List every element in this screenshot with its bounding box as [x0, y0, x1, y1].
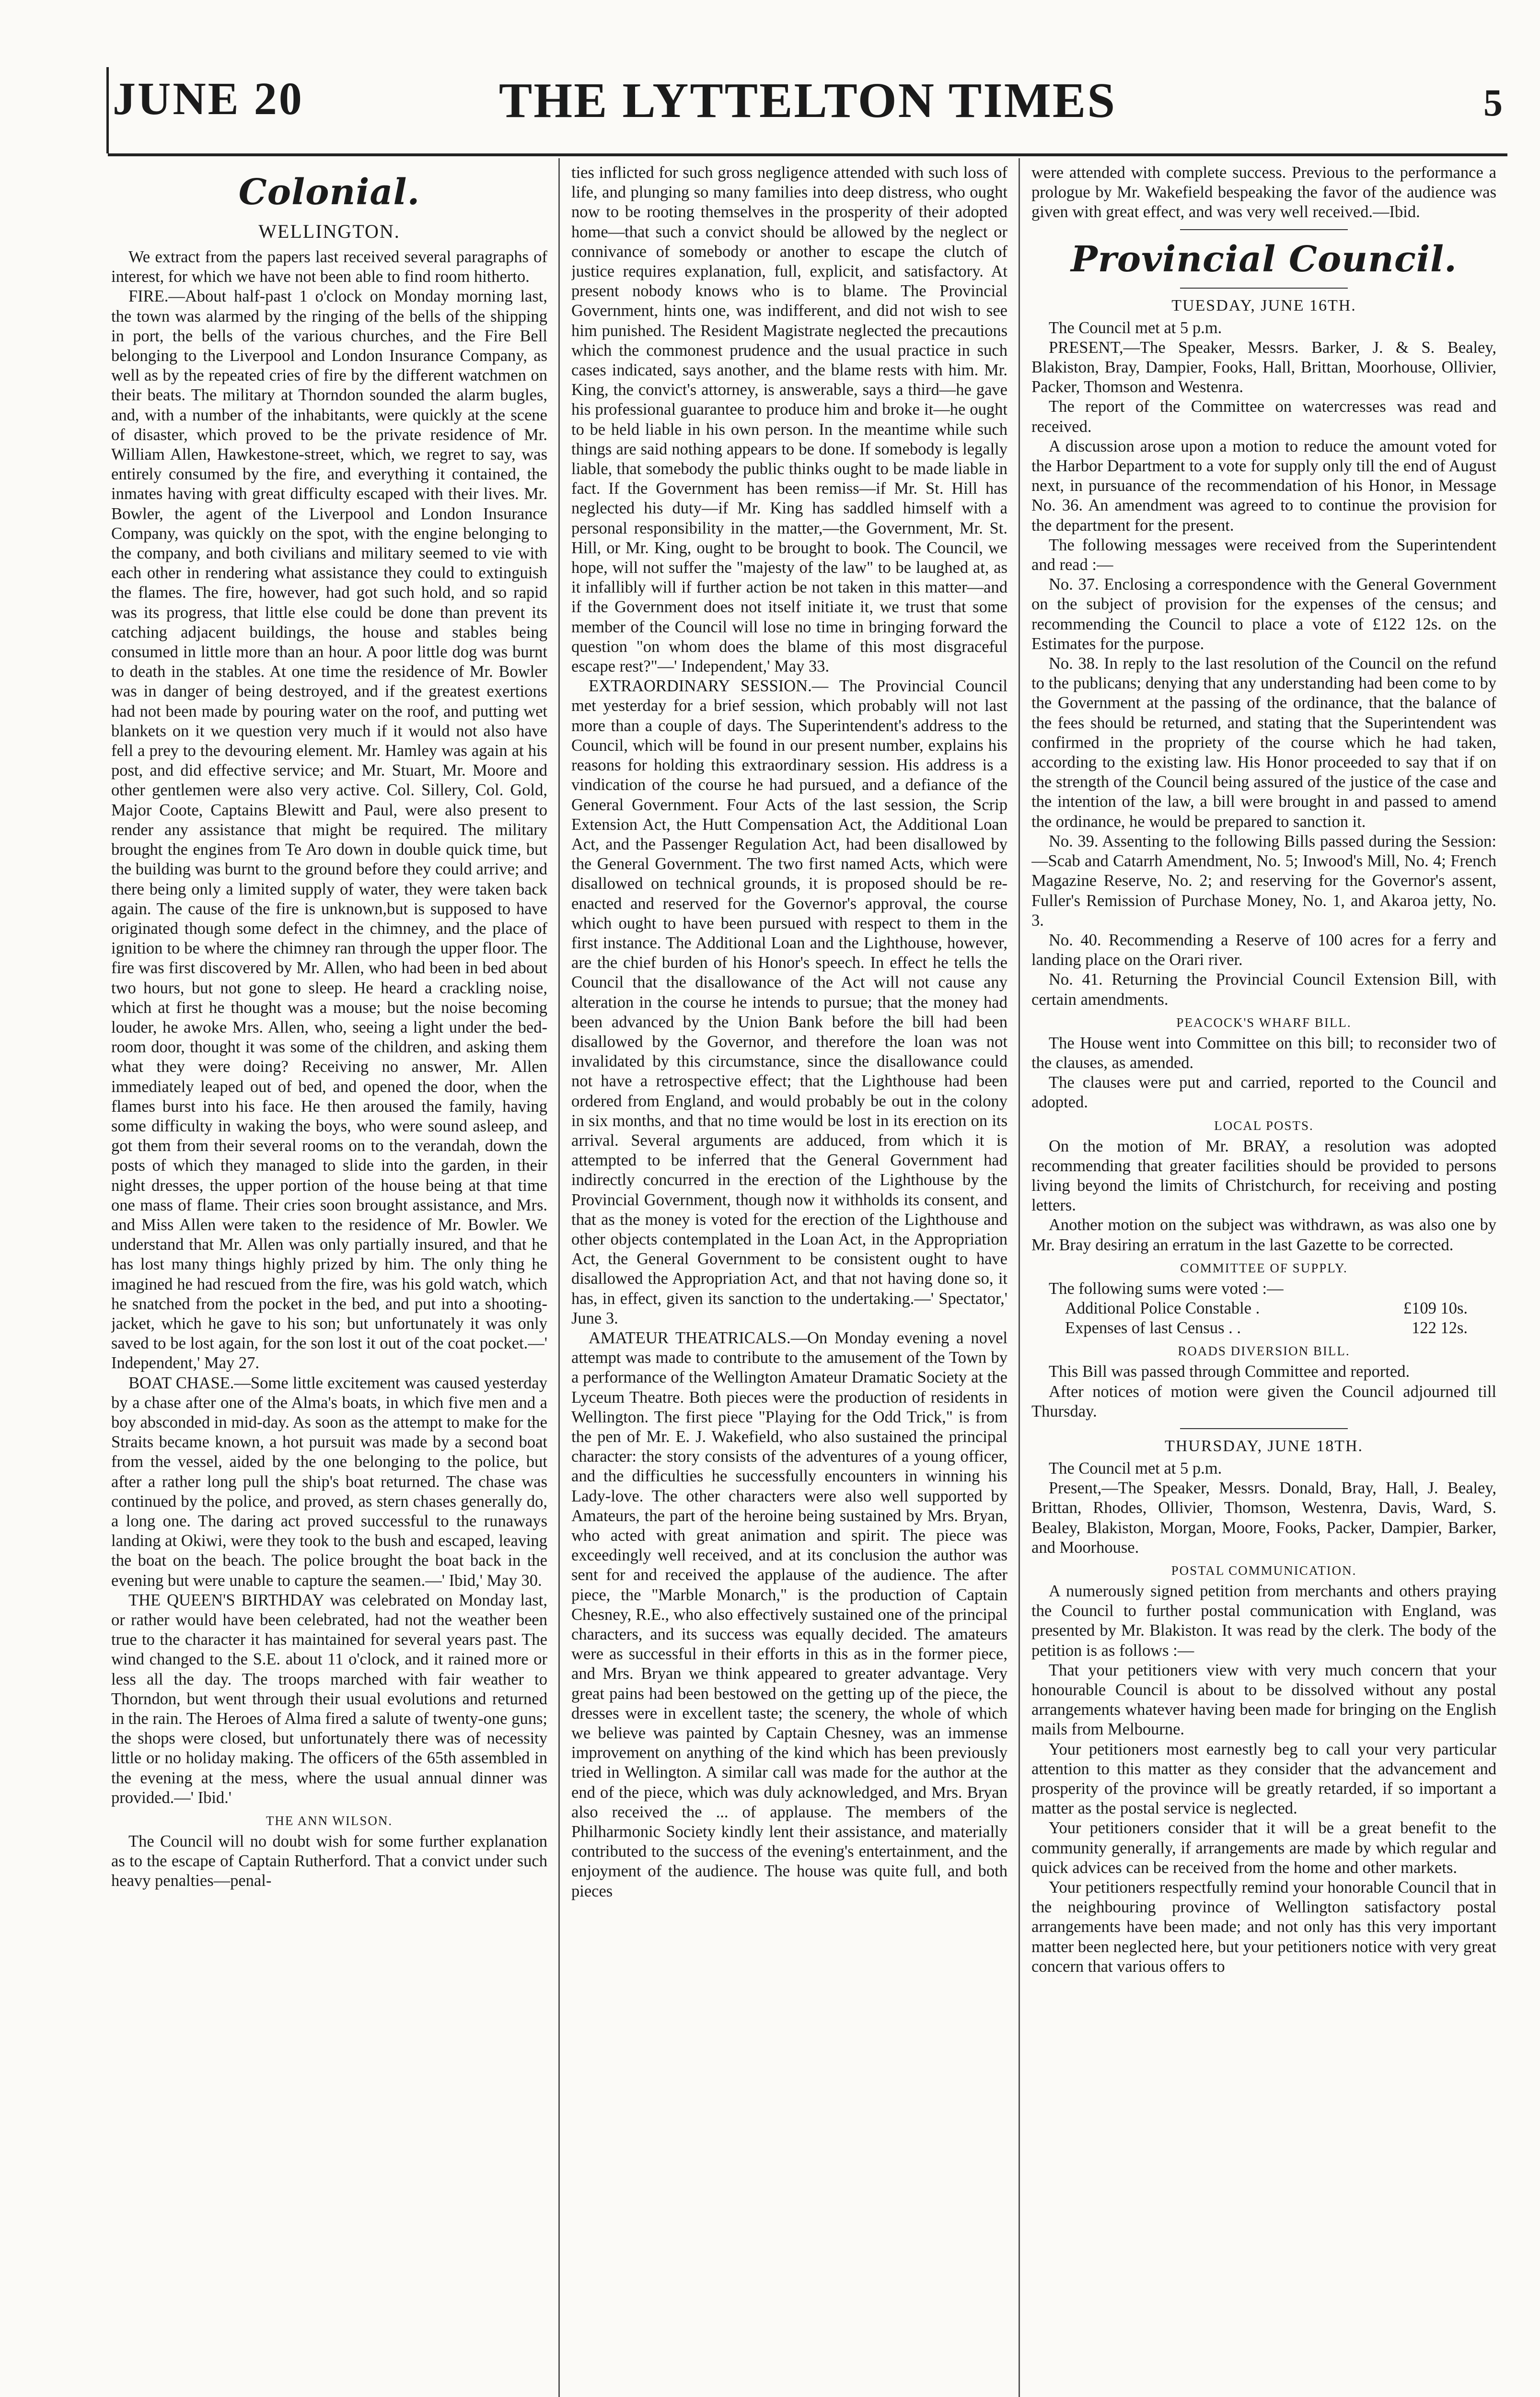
council-paragraph: The report of the Committee on watercresses was read and received. — [1031, 397, 1496, 436]
article-paragraph: were attended with complete success. Previous to the performance a prologue by Mr. Wakefield bespeaking the favor of the audience was given with great effect, and was very well received.—Ibid. — [1031, 163, 1496, 221]
council-paragraph: No. 38. In reply to the last resolution of the Council on the refund to the publicans; denying that any understanding had been come to by the Government at the passing of the ordinance, that the balance of the fees should be returned, and stating that the Superintendent was confirmed in the propriety of the course which he had taken, according to the existing law. His Honor proceeded to say that if on the strength of the Council being assured of the justice of the case and the intention of the law, a bill were brought in and passed to amend the ordinance, he would be prepared to sanction it. — [1031, 654, 1496, 831]
subhead-ann-wilson: THE ANN WILSON. — [266, 1814, 393, 1828]
section-title-provincial-council: Provincial Council. — [1071, 238, 1457, 280]
section-divider — [1180, 288, 1347, 289]
supply-line — [1031, 1299, 1496, 1318]
council-paragraph: On the motion of Mr. BRAY, a resolution was adopted recommending that greater facilities should be provided to persons living beyond the limits of Christchurch, for receiving and posting letters. — [1031, 1137, 1496, 1215]
council-paragraph: The House went into Committee on this bill; to reconsider two of the clauses, as amended. — [1031, 1034, 1496, 1072]
council-paragraph: Your petitioners most earnestly beg to call your very particular attention to this matter as they consider that the advancement and prosperity of the province will be greatly retarded, if so important a matter as the postal service is neglected. — [1031, 1740, 1496, 1818]
article-paragraph: We extract from the papers last received several paragraphs of interest, for which we have not been able to find room hitherto. — [111, 248, 547, 286]
council-paragraph: That your petitioners view with very much concern that your honourable Council is about to be dissolved without any postal arrangements whatever having been made for bringing on the English mails from Melbourne. — [1031, 1661, 1496, 1739]
council-paragraph: A discussion arose upon a motion to reduce the amount voted for the Harbor Department to a vote for supply only till the end of August next, in pursuance of the recommendation of his Honor, in Message No. 36. An amendment was agreed to to continue the provision for the department for the present. — [1031, 437, 1496, 535]
council-paragraph: No. 37. Enclosing a correspondence with the General Government on the subject of provision for the expenses of the census; and recommending the Council to place a vote of £122 12s. on the Estimates for the purpose. — [1031, 575, 1496, 653]
council-paragraph: After notices of motion were given the Council adjourned till Thursday. — [1031, 1382, 1496, 1420]
council-paragraph: The Council met at 5 p.m. — [1049, 1459, 1222, 1478]
masthead-rule — [108, 153, 1507, 156]
supply-line — [1031, 1318, 1496, 1338]
council-paragraph: The Council met at 5 p.m. — [1049, 318, 1222, 337]
newspaper-title: THE LYTTELTON TIMES — [498, 73, 1117, 128]
subhead-peacocks-wharf-bill: PEACOCK'S WHARF BILL. — [1176, 1015, 1352, 1030]
council-paragraph: The following sums were voted :— — [1049, 1279, 1284, 1298]
date-heading-thursday: THURSDAY, JUNE 18TH. — [1164, 1437, 1364, 1455]
column-2 — [571, 163, 1007, 2397]
supply-amount: 122 12s. — [1412, 1319, 1468, 1338]
article-paragraph: The Council will no doubt wish for some further explanation as to the escape of Captain Rutherford. That a convict under such heavy penalties—penal- — [111, 1832, 547, 1890]
council-paragraph: No. 40. Recommending a Reserve of 100 acres for a ferry and landing place on the Orari river. — [1031, 931, 1496, 969]
council-paragraph: The following messages were received from the Superintendent and read :— — [1031, 535, 1496, 574]
council-paragraph: Present,—The Speaker, Messrs. Donald, Bray, Hall, J. Bealey, Brittan, Rhodes, Ollivier, Thomson, Westenra, Davis, Ward, S. Bealey, Blakiston, Morgan, Moore, Fooks, Packer, Dampier, Barker, and Moorhouse. — [1031, 1479, 1496, 1557]
council-paragraph: No. 39. Assenting to the following Bills passed during the Session:—Scab and Catarrh Amendment, No. 5; Inwood's Mill, No. 4; French Magazine Reserve, No. 2; and reserving for the Governor's assent, Fuller's Remission of Purchase Money, No. 1, and Akaroa jetty, No. 3. — [1031, 832, 1496, 930]
council-paragraph: No. 41. Returning the Provincial Council Extension Bill, with certain amendments. — [1031, 970, 1496, 1009]
council-paragraph: PRESENT,—The Speaker, Messrs. Barker, J. & S. Bealey, Blakiston, Bray, Dampier, Fooks, Hall, Brittan, Moorhouse, Ollivier, Packer, Thomson and Westenra. — [1031, 338, 1496, 396]
subhead-committee-of-supply: COMMITTEE OF SUPPLY. — [1180, 1260, 1348, 1275]
council-paragraph: This Bill was passed through Committee and reported. — [1049, 1362, 1410, 1381]
section-title-colonial: Colonial. — [238, 172, 420, 213]
article-paragraph: EXTRAORDINARY SESSION.— The Provincial Council met yesterday for a brief session, which probably will not last more than a couple of days. The Superintendent's address to the Council, which will be found in our present number, explains his reasons for holding this extraordinary session. His address is a vindication of the course he had pursued, and a defiance of the General Government. Four Acts of the last session, the Scrip Extension Act, the Hutt Compensation Act, the Additional Loan Act, and the Passenger Regulation Act, had been disallowed by the General Government. The two first named Acts, which were disallowed on technical grounds, it is proposed should be re-enacted and reserved for the Governor's approval, the course which ought to have been pursued with respect to them in the first instance. The Additional Loan and the Lighthouse, however, are the chief burden of his Honor's speech. In effect he tells the Council that the disallowance of the Act will not cause any alteration in the course he intends to pursue; that the money had been advanced by the Union Bank before the bill had been disallowed by the Governor, and therefore the loan was not invalidated by this circumstance, since the disallowance could not have a retrospective effect; that the Lighthouse had been ordered from England, and would probably be out in the colony in six months, and that no time would be lost in its erection on its arrival. Several arguments are adduced, from which it is attempted to be inferred that the General Government had indirectly concurred in the erection of the Lighthouse by the Provincial Government, though now it withholds its consent, and that as the money is voted for the erection of the Lighthouse and other objects contemplated in the Loan Act, in the Appropriation Act, the General Government to be consistent ought to have disallowed the Appropriation Act, and that not having done so, it has, in effect, given its sanction to the undertaking.—' Spectator,' June 3. — [571, 677, 1007, 1327]
subhead-wellington: WELLINGTON. — [258, 221, 400, 242]
council-paragraph: A numerously signed petition from merchants and others praying the Council to further postal communication with England, was presented by Mr. Blakiston. It was read by the clerk. The body of the petition is as follows :— — [1031, 1582, 1496, 1660]
supply-amount: £109 10s. — [1403, 1299, 1468, 1317]
council-paragraph: Your petitioners consider that it will be a great benefit to the community generally, if arrangements are made by which regular and quick advices can be received from the home and other markets. — [1031, 1819, 1496, 1877]
council-paragraph: The clauses were put and carried, reported to the Council and adopted. — [1031, 1073, 1496, 1112]
article-paragraph: FIRE.—About half-past 1 o'clock on Monday morning last, the town was alarmed by the ringing of the bells of the shipping in port, the bells of the various churches, and the Fire Bell belonging to the Liverpool and London Insurance Company, as well as by the repeated cries of fire by the different watchmen on their beats. The military at Thorndon sounded the alarm bugles, and, with a number of the inhabitants, were quickly at the scene of disaster, which proved to be the private residence of Mr. William Allen, Hawkestone-street, which, we regret to say, was entirely consumed by the fire, and everything it contained, the inmates having with great difficulty escaped with their lives. Mr. Bowler, the agent of the Liverpool and London Insurance Company, was quickly on the spot, with the engine belonging to the company, and both civilians and military seemed to vie with each other in rendering what assistance they could to extinguish the flames. The fire, however, had got such hold, and so rapid was its progress, that little else could be done than prevent its catching adjacent buildings, the house and stables being consumed in little more than an hour. A poor little dog was burnt to death in the stables. At one time the residence of Mr. Bowler was in danger of being destroyed, and if the greatest exertions had not been made by pouring water on the roof, and putting wet blankets on it we question very much if it would not also have fell a prey to the devouring element. Mr. Hamley was again at his post, and did effective service; and Mr. Stuart, Mr. Moore and other gentlemen were also very active. Col. Sillery, Col. Gold, Major Coote, Captains Blewitt and Paul, were also present to render any assistance that might be required. The military brought the engines from Te Aro down in double quick time, but the building was burnt to the ground before they could arrive; and there being only a limited supply of water, they were taken back again. The cause of the fire is unknown,but is supposed to have originated though some defect in the chimney, and the place of ignition to be where the chimney ran through the upper floor. The fire was first discovered by Mr. Allen, who had been in bed about two hours, but not gone to sleep. He heard a crackling noise, which at first he thought was a mouse; but the noise becoming louder, he awoke Mrs. Allen, who, seeing a light under the bed-room door, thought it was some of the children, and asking them what they were doing? Receiving no answer, Mr. Allen immediately leaped out of bed, and opened the door, when the flames burst into his face. He then aroused the family, having some difficulty in waking the boys, who were sound asleep, and got them from their several rooms on to the verandah, down the posts of which they managed to slide into the garden, in their night dresses, the upper portion of the house being at that time one mass of flame. Their cries soon brought assistance, and Mrs. and Miss Allen were taken to the residence of Mr. Bowler. We understand that Mr. Allen was only partially insured, and that he has lost many things highly prized by him. The only thing he imagined he had rescued from the fire, was his gold watch, which he snatched from the pocket in the bed, and put into a shooting-jacket, which he gave to his son; but unfortunately it was only saved to be lost again, for the son lost it out of the coat pocket.—' Independent,' May 27. — [111, 287, 547, 1373]
date-heading-tuesday: TUESDAY, JUNE 16TH. — [1171, 296, 1356, 314]
subhead-postal-communication: POSTAL COMMUNICATION. — [1171, 1563, 1357, 1578]
council-paragraph: Another motion on the subject was withdrawn, as was also one by Mr. Bray desiring an erratum in the last Gazette to be corrected. — [1031, 1216, 1496, 1254]
subhead-roads-diversion-bill: ROADS DIVERSION BILL. — [1178, 1344, 1350, 1359]
column-3 — [1031, 163, 1496, 2397]
column-divider — [558, 158, 560, 2397]
council-paragraph: Your petitioners respectfully remind your honorable Council that in the neighbouring province of Wellington satisfactory postal arrangements have been made; and not only has this very important matter been neglected here, but your petitioners notice with very great concern that various offers to — [1031, 1878, 1496, 1976]
article-paragraph: BOAT CHASE.—Some little excitement was caused yesterday by a chase after one of the Alma's boats, in which five men and a boy absconded in mid-day. As soon as the attempt to make for the Straits became known, a hot pursuit was made by a second boat from the vessel, aided by the one belonging to the police, but after a rather long pull the ship's boat returned. The chase was continued by the police, and proved, as stern chases generally do, a long one. The daring act proved successful to the runaways landing at Okiwi, were they took to the bush and escaped, leaving the boat on the beach. The police brought the boat back in the evening but were unable to capture the seamen.—' Ibid,' May 30. — [111, 1373, 547, 1590]
issue-date: JUNE 20 — [113, 73, 304, 124]
column-divider — [1019, 158, 1020, 2397]
supply-item: Additional Police Constable . — [1065, 1299, 1260, 1317]
section-divider — [1180, 1428, 1347, 1429]
supply-item: Expenses of last Census . . — [1065, 1319, 1241, 1338]
article-paragraph: AMATEUR THEATRICALS.—On Monday evening a novel attempt was made to contribute to the amusement of the Town by a performance of the Wellington Amateur Dramatic Society at the Lyceum Theatre. Both pieces were the production of residents in Wellington. The first piece "Playing for the Odd Trick," is from the pen of Mr. E. J. Wakefield, who also sustained the principal character: the story consists of the adventures of a young officer, and the difficulties he successfully encounters in winning his Lady-love. The other characters were also well supported by Amateurs, the part of the heroine being sustained by Mrs. Bryan, who acted with great animation and spirit. The piece was exceedingly well received, and at its conclusion the author was sent for and received the applause of the audience. The after piece, the "Marble Monarch," is the production of Captain Chesney, R.E., who also effectively sustained one of the principal characters, and its success was equally decided. The amateurs were as successful in their efforts in this as in the former piece, and Mrs. Bryan we think appeared to greater advantage. Very great pains had been bestowed on the getting up of the piece, the dresses were in excellent taste; the scenery, the whole of which we believe was painted by Captain Chesney, was an immense improvement on anything of the kind which has been previously tried in Wellington. A similar call was made for the author at the end of the piece, which was duly acknowledged, and Mrs. Bryan also received the ... of applause. The members of the Philharmonic Society kindly lent their assistance, and materially contributed to the success of the evening's entertainment, and the enjoyment of the audience. The house was quite full, and both pieces — [571, 1328, 1007, 1900]
column-1 — [111, 163, 547, 2397]
section-divider — [1180, 229, 1347, 230]
article-paragraph: THE QUEEN'S BIRTHDAY was celebrated on Monday last, or rather would have been celebrated, had not the weather been true to the character it has maintained for several years past. The wind changed to the S.E. about 11 o'clock, and it rained more or less all the day. The troops marched with fair weather to Thorndon, but went through their usual evolutions and returned in the rain. The Heroes of Alma fired a salute of twenty-one guns; the shops were closed, but unfortunately there was of necessity little or no holiday making. The officers of the 65th assembled in the evening at the mess, where the usual annual dinner was provided.—' Ibid.' — [111, 1591, 547, 1807]
masthead — [108, 72, 1507, 158]
subhead-local-posts: LOCAL POSTS. — [1214, 1118, 1314, 1133]
article-paragraph: ties inflicted for such gross negligence attended with such loss of life, and plunging so many families into deep distress, who ought now to be rooting themselves in the prosperity of their adopted home—that such a convict should be allowed by the neglect or connivance of somebody or another to escape the clutch of justice requires explanation, full, explicit, and satisfactory. At present nobody knows who is to blame. The Provincial Government, hints one, was indifferent, and did not wish to see him punished. The Resident Magistrate neglected the precautions which the commonest prudence and the usual practice in such cases indicated, says another, and the blame rests with him. Mr. King, the convict's attorney, is answerable, says a third—he gave his professional guarantee to produce him and broke it—he ought to be held liable in his own person. In the meantime while such things are said nothing appears to be done. If somebody is legally liable, that somebody the public thinks ought to be made liable in fact. If the Government has been remiss—if Mr. St. Hill has neglected his duty—if Mr. King has saddled himself with a personal responsibility in the matter,—the Government, Mr. St. Hill, or Mr. King, ought to be brought to book. The Council, we hope, will not suffer the "majesty of the law" to be laughed at, as it infallibly will if further action be not taken in this matter—and if the Government does not itself initiate it, we trust that some member of the Council will lose no time in bringing forward the question "on whom does the blame of this most disgraceful escape rest?"—' Independent,' May 33. — [571, 163, 1007, 676]
page-number: 5 — [1483, 82, 1503, 124]
